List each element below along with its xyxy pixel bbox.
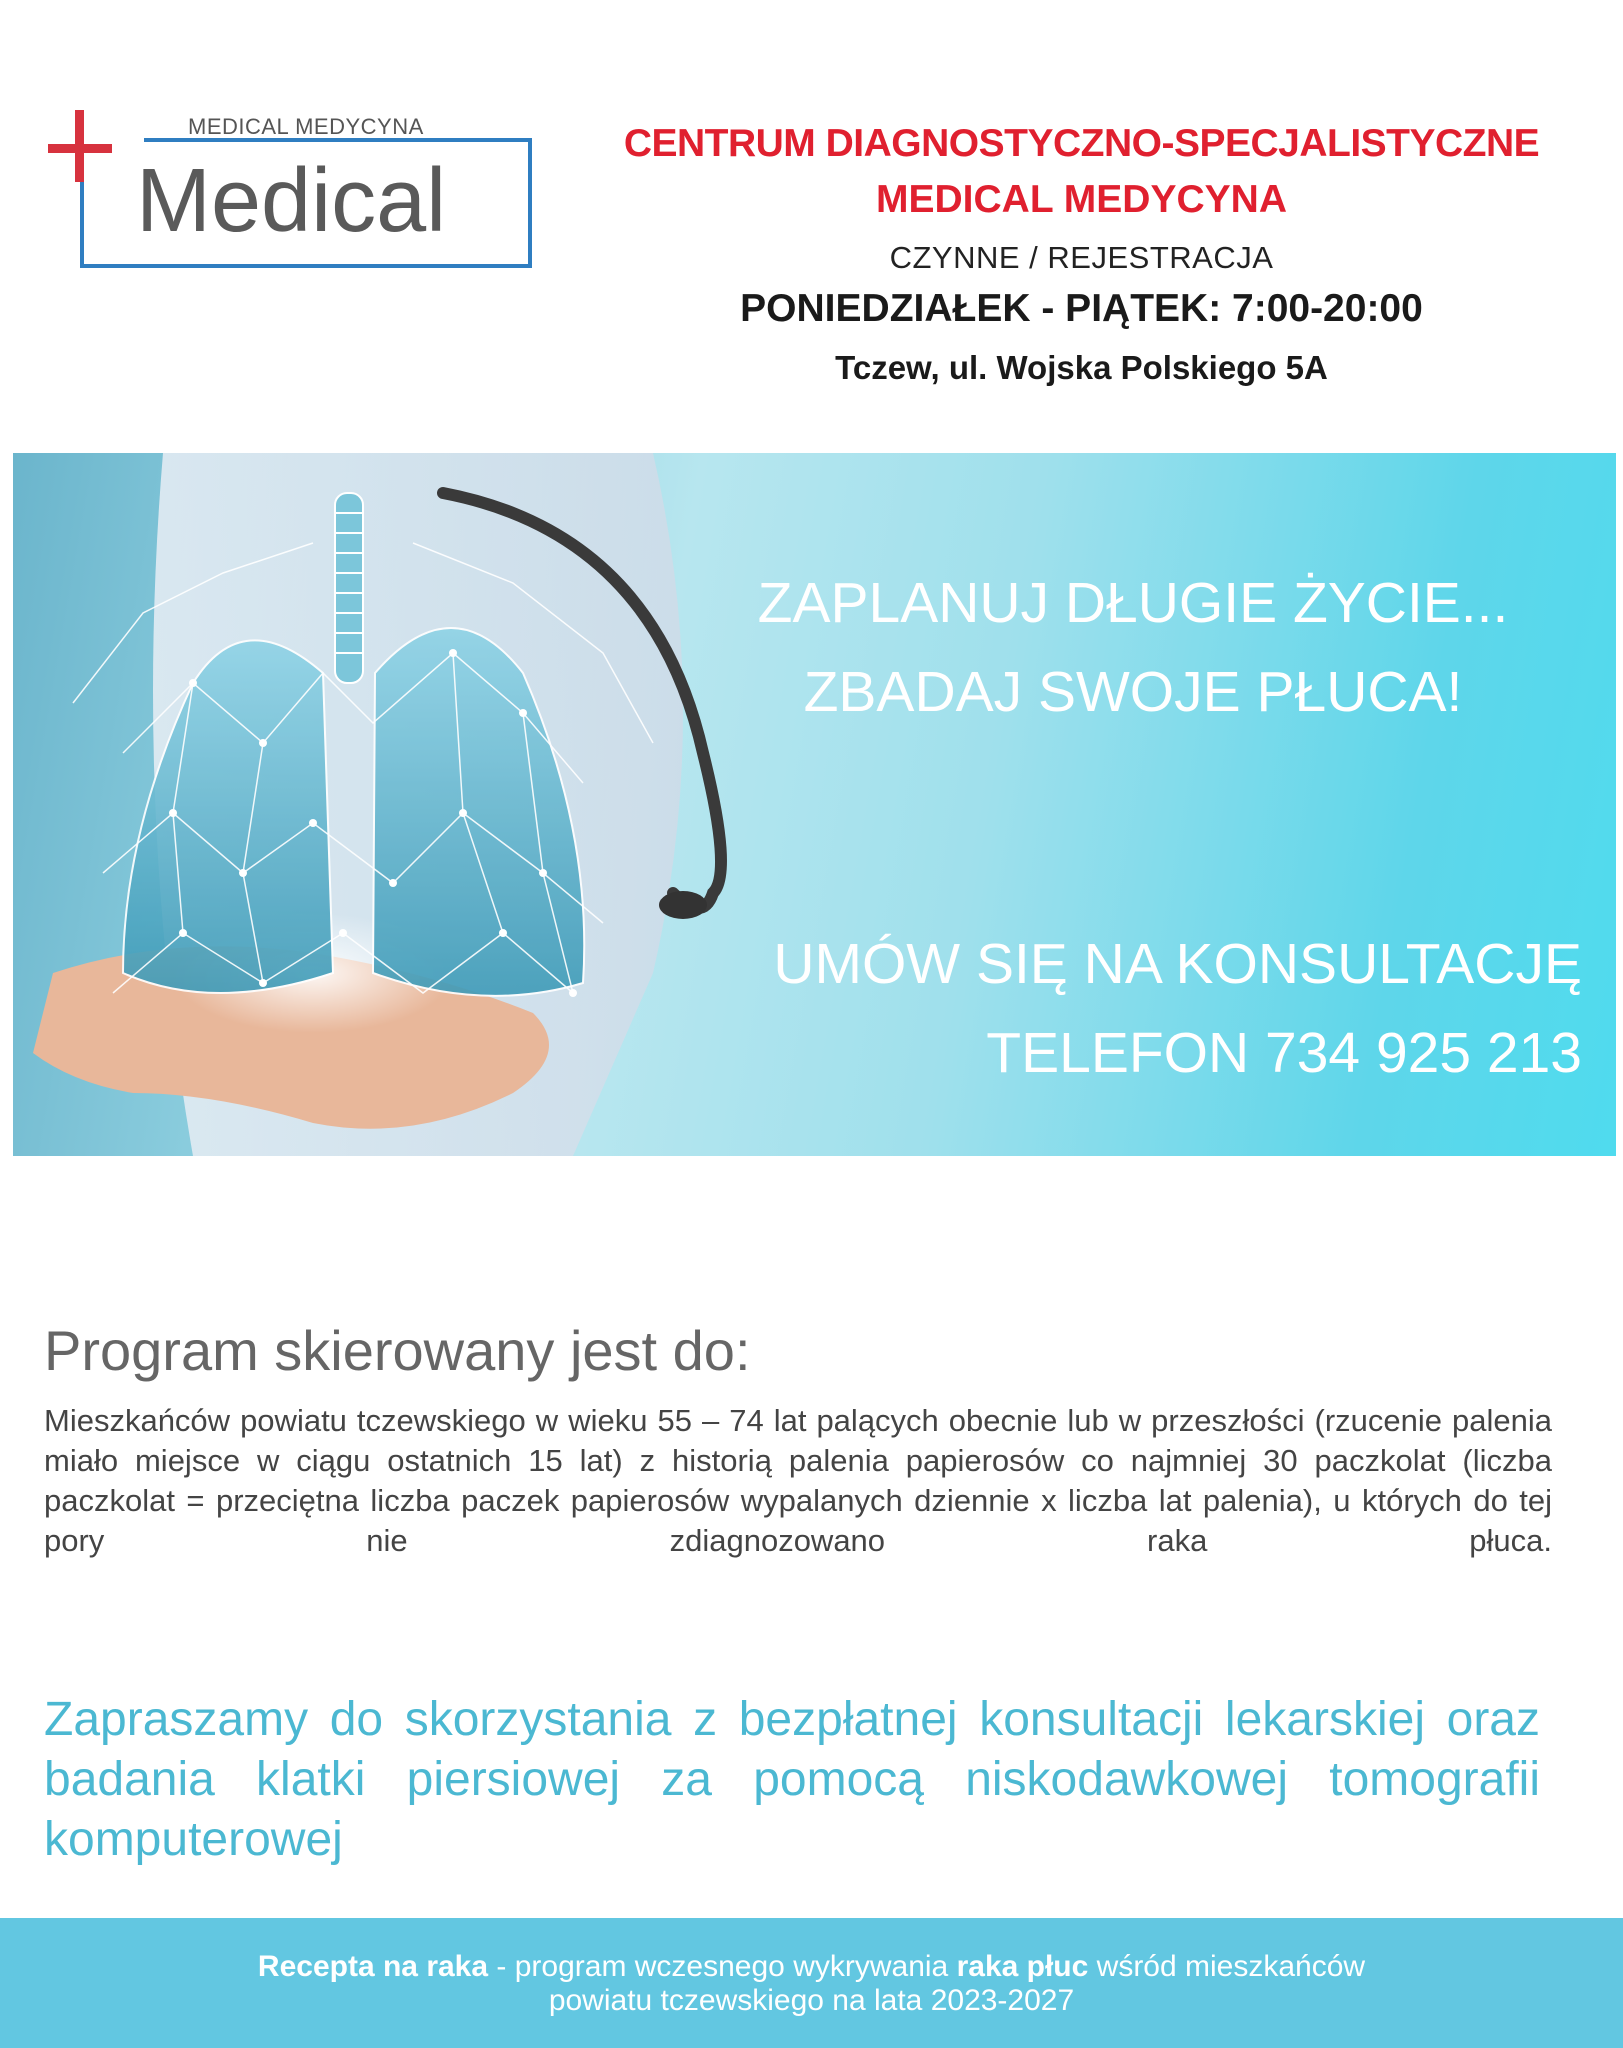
logo-big-text: Medical [136, 151, 447, 251]
clinic-address: Tczew, ul. Wojska Polskiego 5A [835, 349, 1328, 386]
lungs-illustration [13, 453, 773, 1156]
banner-headline-2: ZBADAJ SWOJE PŁUCA! [803, 660, 1463, 724]
footer-text-b: wśród mieszkańców [1088, 1950, 1366, 1983]
footer-line-1 [0, 1950, 1623, 1984]
banner-cta-consultation: UMÓW SIĘ NA KONSULTACJĘ [773, 932, 1582, 996]
banner-cta-phone: TELEFON 734 925 213 [986, 1021, 1582, 1085]
footer-text-a: - program wczesnego wykrywania [488, 1950, 957, 1983]
logo-small-text: MEDICAL MEDYCYNA [188, 114, 424, 139]
program-title: Program skierowany jest do: [44, 1319, 751, 1382]
opening-label: CZYNNE / REJESTRACJA [889, 240, 1274, 275]
clinic-title: CENTRUM DIAGNOSTYCZNO-SPECJALISTYCZNE [623, 122, 1540, 165]
program-description: Mieszkańców powiatu tczewskiego w wieku 55 – 74 lat palących obecnie lub w przeszłości (rzucenie palenia miało miejsce w ciągu ostatnich 15 lat) z historią palenia papierosów co najmniej 30 paczkolat (liczba paczkolat = przeciętna liczba paczek papierosów wypalanych dziennie x liczba lat palenia), u których do tej pory nie zdiagnozowano raka płuca. [44, 1403, 1552, 1558]
footer-bar [0, 1918, 1623, 2048]
footer-program-name: Recepta na raka [257, 1950, 489, 1983]
opening-hours: PONIEDZIAŁEK - PIĄTEK: 7:00-20:00 [740, 287, 1423, 330]
invitation-text: Zapraszamy do skorzystania z bezpłatnej konsultacji lekarskiej oraz badania klatki piersiowej za pomocą niskodawkowej tomografii komputerowej [44, 1693, 1540, 1866]
footer-disease: raka płuc [956, 1950, 1089, 1983]
banner-headline-1: ZAPLANUJ DŁUGIE ŻYCIE... [757, 571, 1509, 635]
clinic-logo [48, 108, 538, 278]
lungs-banner [13, 453, 1616, 1156]
footer-line-2: powiatu tczewskiego na lata 2023-2027 [548, 1984, 1075, 2017]
clinic-subtitle: MEDICAL MEDYCYNA [876, 178, 1287, 221]
medical-cross-icon-vertical [75, 110, 84, 182]
